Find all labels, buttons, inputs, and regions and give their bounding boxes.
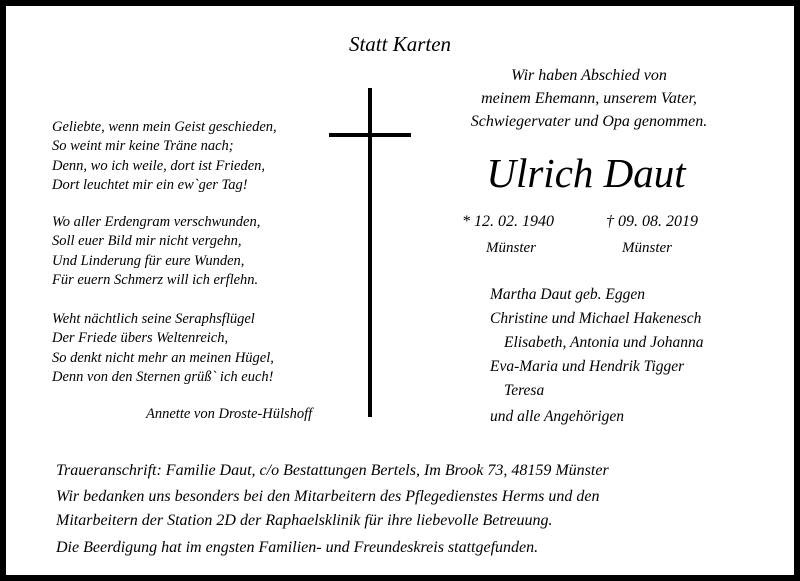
poem-line: Denn von den Sternen grüß` ich euch! — [52, 369, 274, 386]
poem-line: So denkt nicht mehr an meinen Hügel, — [52, 349, 274, 366]
poem-stanza-3 — [52, 310, 274, 388]
mourning-address: Traueranschrift: Familie Daut, c/o Bestattungen Bertels, Im Brook 73, 48159 Münster — [56, 462, 609, 479]
birth-date: * 12. 02. 1940 — [462, 213, 554, 230]
death-place: Münster — [622, 240, 672, 256]
family-member: Eva-Maria und Hendrik Tigger — [490, 358, 685, 375]
farewell-intro — [434, 64, 744, 133]
poem-stanza-1 — [52, 118, 277, 196]
family-member: Elisabeth, Antonia und Johanna — [504, 334, 704, 351]
poem-line: Soll euer Bild mir nicht vergehn, — [52, 233, 242, 250]
death-date: † 09. 08. 2019 — [606, 213, 698, 230]
deceased-name: Ulrich Daut — [486, 150, 686, 196]
poem-author: Annette von Droste-Hülshoff — [146, 406, 313, 422]
thanks-line: Mitarbeitern der Station 2D der Raphaelsklinik für ihre liebevolle Betreuung. — [56, 512, 553, 529]
poem-line: Und Linderung für eure Wunden, — [52, 252, 245, 269]
poem-line: Wo aller Erdengram verschwunden, — [52, 214, 261, 230]
poem-line: Weht nächtlich seine Seraphsflügel — [52, 311, 255, 327]
poem-line: Denn, wo ich weile, dort ist Frieden, — [52, 157, 266, 174]
birth-place: Münster — [486, 240, 536, 256]
poem-line: So weint mir keine Träne nach; — [52, 138, 234, 155]
intro-line: Schwiegervater und Opa genommen. — [470, 113, 708, 130]
family-member: Martha Daut geb. Eggen — [490, 286, 645, 303]
poem-stanza-2 — [52, 213, 260, 291]
header-title: Statt Karten — [348, 32, 452, 56]
family-member: und alle Angehörigen — [490, 408, 625, 425]
thanks-line: Wir bedanken uns besonders bei den Mitarbeitern des Pflegedienstes Herms und den — [56, 488, 600, 505]
family-member: Christine und Michael Hakenesch — [490, 310, 702, 327]
family-member: Teresa — [504, 382, 545, 399]
funeral-note: Die Beerdigung hat im engsten Familien- und Freundeskreis stattgefunden. — [56, 539, 539, 556]
poem-line: Für euern Schmerz will ich erflehn. — [52, 272, 259, 289]
poem-line: Dort leuchtet mir ein ew`ger Tag! — [52, 177, 248, 194]
poem-line: Der Friede übers Weltenreich, — [52, 330, 229, 347]
poem-line: Geliebte, wenn mein Geist geschieden, — [52, 119, 277, 135]
intro-line: Wir haben Abschied von — [511, 67, 667, 84]
intro-line: meinem Ehemann, unserem Vater, — [481, 90, 697, 107]
